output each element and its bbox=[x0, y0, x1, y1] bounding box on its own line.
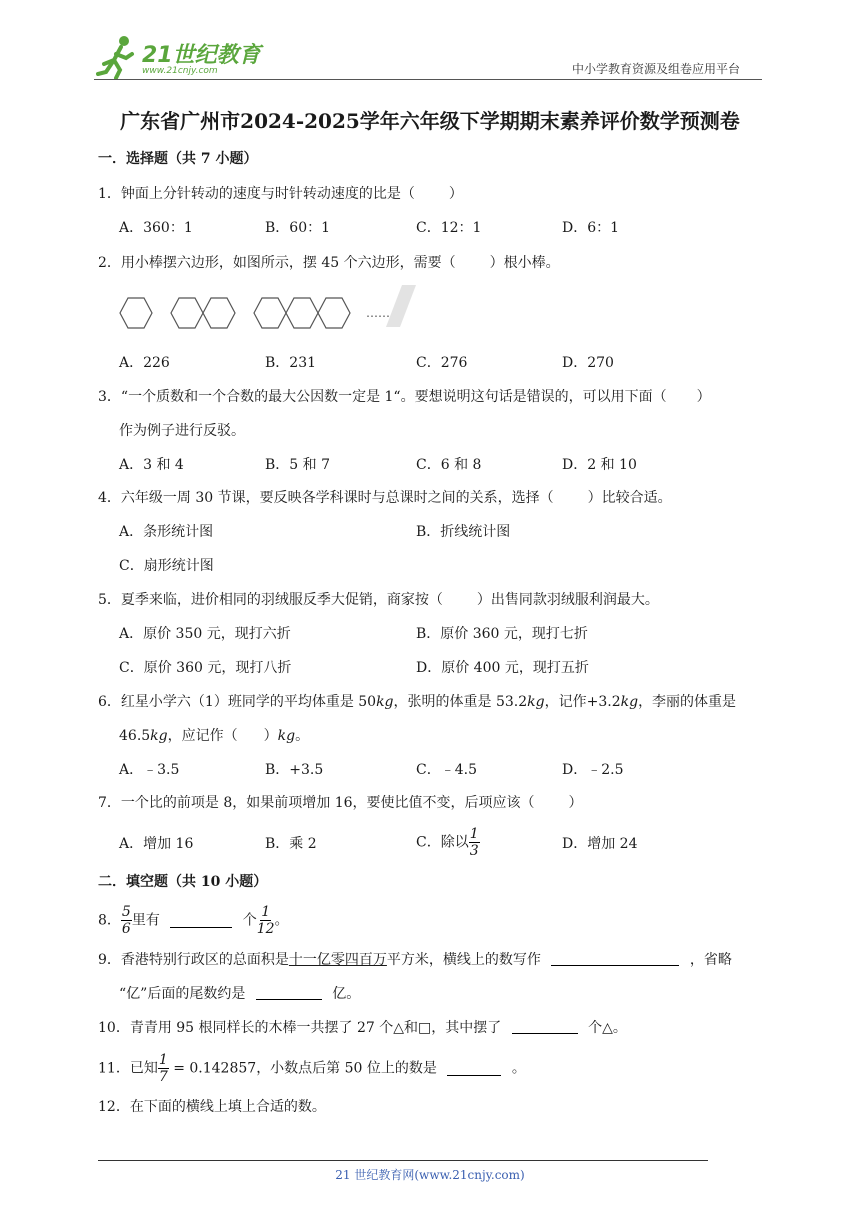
q5-option-a: A．原价 350 元，现打六折 bbox=[119, 626, 291, 642]
q7-option-d: D．增加 24 bbox=[562, 836, 638, 852]
fraction-five-sixths: $\frac{5}{6}$ bbox=[121, 904, 131, 937]
runner-logo-icon bbox=[94, 34, 138, 80]
q1-option-a: A．360：1 bbox=[119, 220, 193, 236]
question-12: 12．在下面的横线上填上合适的数。 bbox=[98, 1099, 326, 1115]
q1-option-b: B．60：1 bbox=[265, 220, 331, 236]
question-6: 6．红星小学六（1）班同学的平均体重是 50kg，张明的体重是 53.2kg，记作+3.2kg，李丽的体重是 bbox=[98, 694, 737, 710]
q6-option-a: A．﹣3.5 bbox=[119, 762, 180, 778]
q8-answer-blank[interactable] bbox=[170, 913, 232, 928]
footer-divider bbox=[98, 1160, 708, 1161]
q7-option-c: C．除以 $\frac{1}{3}$ bbox=[416, 826, 479, 859]
q4-option-a: A．条形统计图 bbox=[119, 524, 214, 540]
logo-url: www.21cnjy.com bbox=[142, 66, 218, 76]
q9-answer-blank-2[interactable] bbox=[256, 985, 322, 1000]
continuation-dots: …… bbox=[366, 306, 390, 320]
fraction-one-third: $\frac{1}{3}$ bbox=[469, 826, 479, 859]
question-3-line2: 作为例子进行反驳。 bbox=[119, 423, 245, 439]
question-9: 9．香港特别行政区的总面积是十一亿零四百万平方米，横线上的数写作 ，省略 bbox=[98, 952, 732, 968]
q3-option-d: D．2 和 10 bbox=[562, 457, 637, 473]
q2-option-d: D．270 bbox=[562, 355, 614, 371]
q7-option-b: B．乘 2 bbox=[265, 836, 317, 852]
question-2: 2．用小棒摆六边形，如图所示，摆 45 个六边形，需要（ ）根小棒。 bbox=[98, 255, 560, 271]
q11-answer-blank[interactable] bbox=[447, 1061, 501, 1076]
section-heading-choice: 一．选择题（共 7 小题） bbox=[98, 151, 258, 167]
q6-option-b: B．+3.5 bbox=[265, 762, 324, 778]
fraction-one-seventh: $\frac{1}{7}$ bbox=[158, 1052, 168, 1085]
q3-option-b: B．5 和 7 bbox=[265, 457, 331, 473]
q4-option-b: B．折线统计图 bbox=[416, 524, 511, 540]
q1-option-c: C．12：1 bbox=[416, 220, 482, 236]
q7-option-a: A．增加 16 bbox=[119, 836, 194, 852]
question-11: 11．已知 $\frac{1}{7}$ = 0.142857，小数点后第 50 位上的数是 。 bbox=[98, 1052, 526, 1085]
q6-option-d: D．﹣2.5 bbox=[562, 762, 624, 778]
question-9-line2: “亿”后面的尾数约是 亿。 bbox=[119, 986, 361, 1002]
question-1: 1．钟面上分针转动的速度与时针转动速度的比是（ ） bbox=[98, 186, 463, 202]
header-logo bbox=[94, 34, 264, 80]
q10-answer-blank[interactable] bbox=[512, 1019, 578, 1034]
header-divider bbox=[94, 79, 762, 80]
question-3: 3．“一个质数和一个合数的最大公因数一定是 1“。要想说明这句话是错误的，可以用下面（ ） bbox=[98, 389, 711, 405]
logo-text: 21世纪教育 bbox=[142, 43, 261, 68]
q9-answer-blank-1[interactable] bbox=[551, 951, 679, 966]
fraction-one-twelfth: $\frac{1}{12}$ bbox=[256, 904, 275, 937]
q1-option-d: D．6：1 bbox=[562, 220, 620, 236]
question-10: 10．青青用 95 根同样长的木棒一共摆了 27 个△和□，其中摆了 个△。 bbox=[98, 1020, 627, 1036]
q2-option-a: A．226 bbox=[119, 355, 170, 371]
q6-option-c: C．﹣4.5 bbox=[416, 762, 477, 778]
header-platform: 中小学教育资源及组卷应用平台 bbox=[572, 62, 741, 76]
q5-option-b: B．原价 360 元，现打七折 bbox=[416, 626, 588, 642]
hexagon-figure bbox=[116, 283, 416, 335]
q5-option-d: D．原价 400 元，现打五折 bbox=[416, 660, 589, 676]
q2-option-b: B．231 bbox=[265, 355, 317, 371]
page-title: 广东省广州市2024-2025学年六年级下学期期末素养评价数学预测卷 bbox=[120, 109, 740, 133]
question-6-line2: 46.5kg，应记作（ ）kg。 bbox=[119, 728, 310, 744]
q4-option-c: C．扇形统计图 bbox=[119, 558, 214, 574]
q5-option-c: C．原价 360 元，现打八折 bbox=[119, 660, 292, 676]
question-7: 7．一个比的前项是 8，如果前项增加 16，要使比值不变，后项应该（ ） bbox=[98, 795, 583, 811]
section-heading-fill: 二．填空题（共 10 小题） bbox=[98, 874, 268, 890]
q2-option-c: C．276 bbox=[416, 355, 468, 371]
question-8: 8． $\frac{5}{6}$ 里有 个 $\frac{1}{12}$ 。 bbox=[98, 904, 289, 937]
q3-option-c: C．6 和 8 bbox=[416, 457, 482, 473]
q3-option-a: A．3 和 4 bbox=[119, 457, 184, 473]
question-4: 4．六年级一周 30 节课，要反映各学科课时与总课时之间的关系，选择（ ）比较合适。 bbox=[98, 490, 672, 506]
question-5: 5．夏季来临，进价相同的羽绒服反季大促销，商家按（ ）出售同款羽绒服利润最大。 bbox=[98, 592, 659, 608]
footer-text: 21 世纪教育网(www.21cnjy.com) bbox=[335, 1168, 525, 1182]
